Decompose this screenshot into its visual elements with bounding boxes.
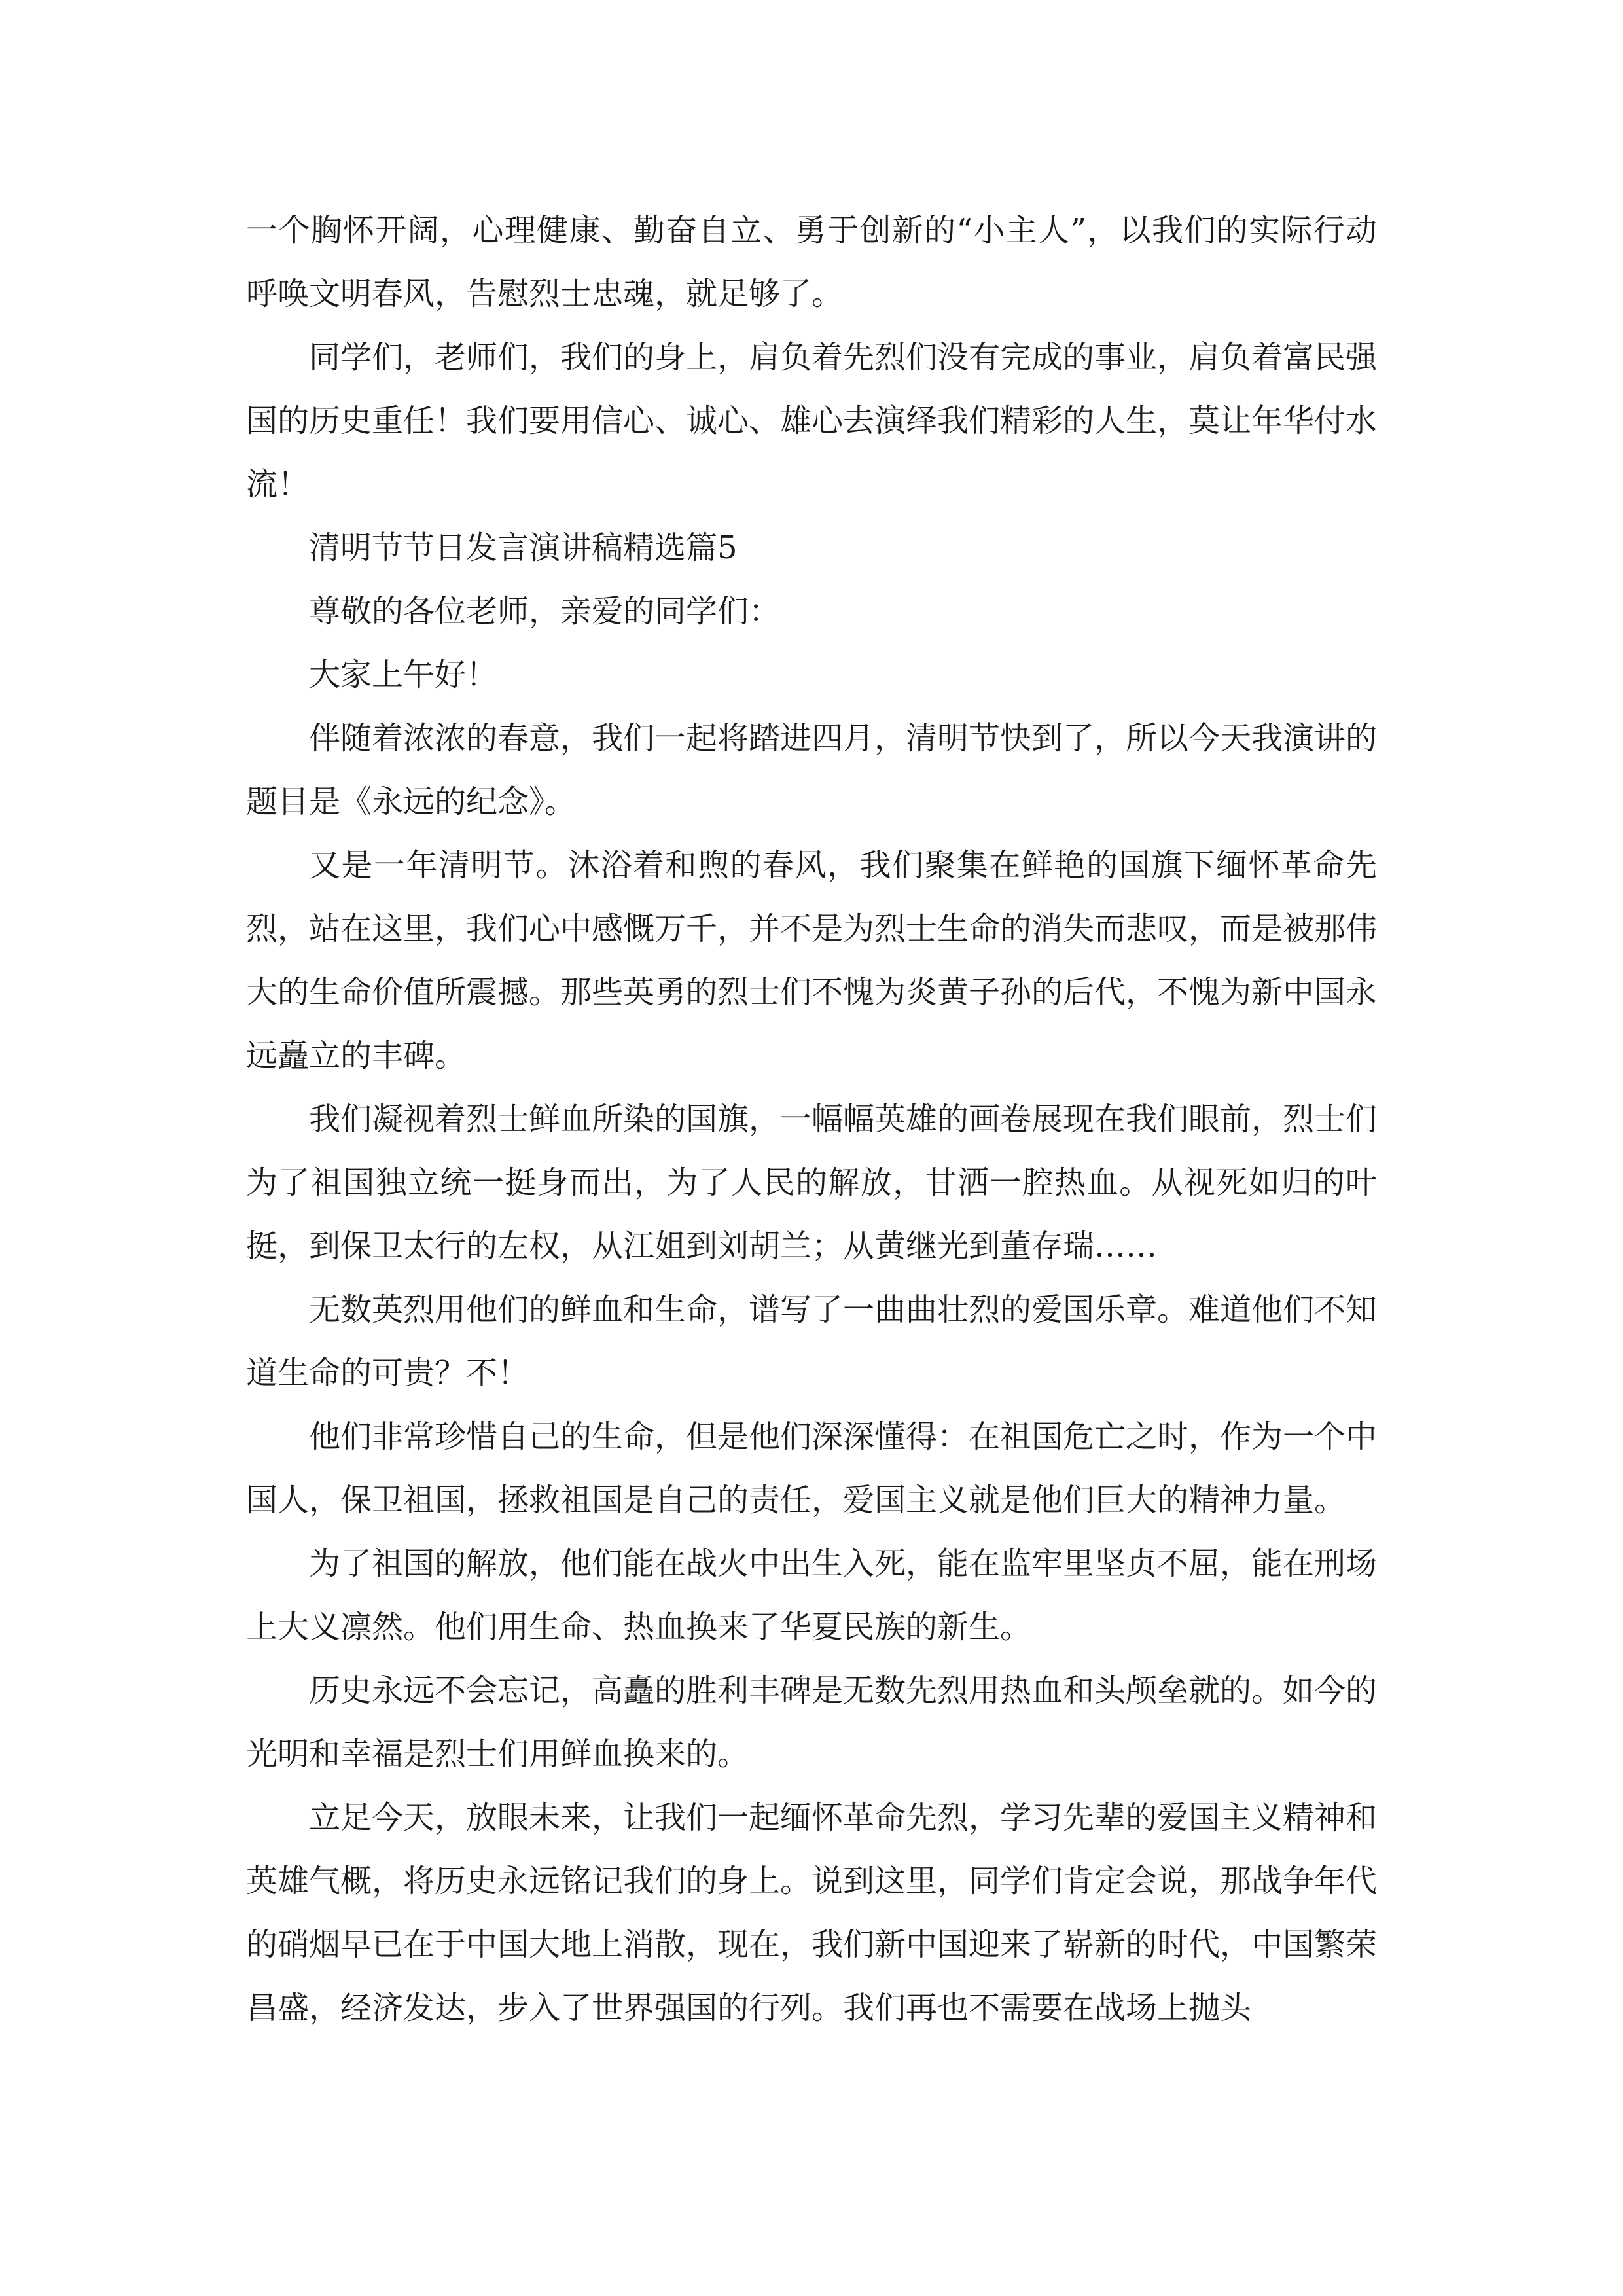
section-heading: 清明节节日发言演讲稿精选篇5 [309, 529, 738, 566]
paragraph: 无数英烈用他们的鲜血和生命，谱写了一曲曲壮烈的爱国乐章。难道他们不知道生命的可贵？不！ [246, 1291, 1378, 1391]
paragraph: 我们凝视着烈士鲜血所染的国旗，一幅幅英雄的画卷展现在我们眼前，烈士们为了祖国独立统一挺身而出，为了人民的解放，甘洒一腔热血。从视死如归的叶挺，到保卫太行的左权，从江姐到刘胡兰；从黄继光到董存瑞…… [246, 1101, 1378, 1265]
paragraph: 为了祖国的解放，他们能在战火中出生入死，能在监牢里坚贞不屈，能在刑场上大义凛然。他们用生命、热血换来了华夏民族的新生。 [246, 1545, 1378, 1645]
paragraph: 立足今天，放眼未来，让我们一起缅怀革命先烈，学习先辈的爱国主义精神和英雄气概，将历史永远铭记我们的身上。说到这里，同学们肯定会说，那战争年代的硝烟早已在于中国大地上消散，现在，我们新中国迎来了崭新的时代，中国繁荣昌盛，经济发达，步入了世界强国的行列。我们再也不需要在战场上抛头 [246, 1799, 1378, 2026]
paragraph: 他们非常珍惜自己的生命，但是他们深深懂得：在祖国危亡之时，作为一个中国人，保卫祖国，拯救祖国是自己的责任，爱国主义就是他们巨大的精神力量。 [246, 1418, 1378, 1518]
document-body [246, 199, 1377, 2040]
paragraph: 又是一年清明节。沐浴着和煦的春风，我们聚集在鲜艳的国旗下缅怀革命先烈，站在这里，我们心中感慨万千，并不是为烈士生命的消失而悲叹，而是被那伟大的生命价值所震撼。那些英勇的烈士们不愧为炎黄子孙的后代，不愧为新中国永远矗立的丰碑。 [246, 847, 1378, 1074]
paragraph-continuation: 一个胸怀开阔，心理健康、勤奋自立、勇于创新的“小主人”，以我们的实际行动呼唤文明春风，告慰烈士忠魂，就足够了。 [246, 212, 1377, 312]
paragraph: 历史永远不会忘记，高矗的胜利丰碑是无数先烈用热血和头颅垒就的。如今的光明和幸福是烈士们用鲜血换来的。 [246, 1672, 1378, 1772]
paragraph: 同学们，老师们，我们的身上，肩负着先烈们没有完成的事业，肩负着富民强国的历史重任！我们要用信心、诚心、雄心去演绎我们精彩的人生，莫让年华付水流！ [246, 339, 1378, 503]
paragraph: 伴随着浓浓的春意，我们一起将踏进四月，清明节快到了，所以今天我演讲的题目是《永远的纪念》。 [246, 720, 1378, 820]
salutation: 尊敬的各位老师，亲爱的同学们： [309, 593, 781, 630]
greeting: 大家上午好！ [309, 656, 498, 693]
